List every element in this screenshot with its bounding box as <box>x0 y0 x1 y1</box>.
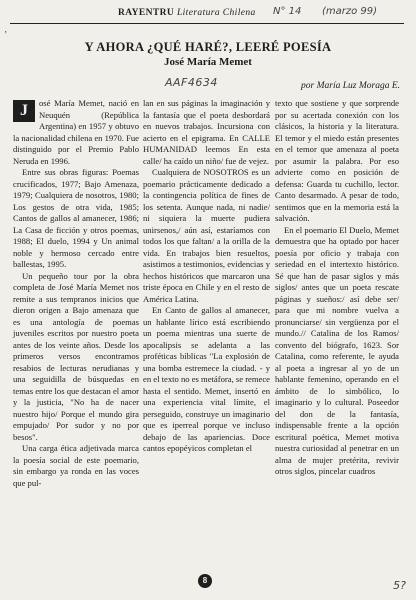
paragraph: Cualquiera de NOSOTROS es un poemario prácticamente dedicado a la contingencia política de fines de los setenta. Aunque nada, ni nadie/ ni siquiera la muerte pudiera unirsenos,/ aún así, estaríamos con todos los que faltan/ a la orilla de la vida. En trabajos bien resueltos, asistimos a testimonios, evidencias y hechos históricos que marcaron una triste época en Chile y en el resto de América Latina. <box>143 167 270 304</box>
paragraph: texto que sostiene y que sorprende por su acertada conexión con los clásicos, la historia y la literatura. El temor y el miedo están presentes en el temor que amenaza al poeta por asumir la palabra. Por eso advierte como en posición de defensa: Guarda tu cuchillo, lector. Canto desarmado. A pesar de todo, sentimos que en la memoria está la salvación. <box>275 98 399 223</box>
paragraph: osé María Memet, nació en Neuquén (República Argentina) en 1957 y obtuvo la nacionalidad chilena en 1970. Fue distinguido por el Premio Pablo Neruda en 1996. <box>13 98 139 166</box>
paragraph: Una carga ética adjetivada marca la poesía social de este poemario, sin embargo ya ronda en las voces que pul- <box>13 443 139 488</box>
article-title: Y AHORA ¿QUÉ HARÉ?, LEERÉ POESÍA <box>84 40 332 54</box>
paragraph: En el poemario El Duelo, Memet demuestra que ha optado por hacer poesía por oficio y trabaja con seriedad en el intertexto histórico. Sé que han de pasar siglos y más siglos/ antes que un poeta rescate páginas y sueños:/ así debe ser/ para que mi nombre vuelva a pronunciarse/ sin vergüenza por el mundo.// Catalina de los Ramos/ convento del biógrafo, 1623. Sor Catalina, como referente, le ayuda al poeta a ingresar al yo de un hablante femenino, operando en el ámbito de lo simbólico, lo imaginario y lo cultural. Poseedor del don de la fantasía, indispensable frente a la opción escritural poética, Memet motiva nuestra curiosidad al penetrar en un alma de mujer pretérita, revivir otros siglos, pincelar cuadros <box>275 224 399 476</box>
paragraph: En Canto de gallos al amanecer, un hablante lírico está escribiendo un poema mientras una suerte de apocalipsis se adelanta a las proféticas bíblicas "La explosión de una bomba estremece la ciudad. - y en el texto no es metáfora, se remece hasta el sentido. Memet, insertó en una experiencia vital límite, el perseguido, construye un imaginario que es iperreal porque ve incluso debajo de las apariencias. Doce cantos epopéyicos completan el <box>143 305 270 453</box>
handwritten-catalog-code: AAF4634 <box>165 76 218 89</box>
column-2 <box>143 98 270 455</box>
header-rule <box>10 23 404 24</box>
page-number: 8 <box>198 574 212 588</box>
stray-mark: ’ <box>4 30 8 41</box>
masthead-publication: Literatura Chilena <box>176 8 256 18</box>
handwritten-date-note: (marzo 99) <box>322 6 378 17</box>
column-3 <box>275 98 399 478</box>
paragraph: lan en sus páginas la imaginación y la fantasía que el poeta desbordará en nuevos trabajos. Incursiona con acierto en el epigrama. En CALLE HUMANIDAD leemos En esta calle/ ha caído un niño/ fue de vejez. <box>143 98 270 166</box>
article-author: José María Memet <box>164 56 252 68</box>
masthead-name: RAYENTRU <box>118 8 175 18</box>
paragraph: Un pequeño tour por la obra completa de José María Memet nos remite a sus tempranos inicios que dieron origen a Bajo amenaza que es una antología de poemas juveniles escritos por nuestro poeta antes de los veinte años. Desde los primeros versos encontramos resabios de lecturas nerudianas y una seguidilla de búsquedas en temas entre los que destacan el amor y la justicia, "No ha de nacer nuestro hijo/ Porque el mundo gira empujado/ Por sudor y no por besos". <box>13 270 139 442</box>
handwritten-issue-note: N° 14 <box>273 6 302 17</box>
drop-cap: J <box>13 100 35 122</box>
handwritten-corner-mark: 5? <box>393 579 406 592</box>
column-1 <box>13 98 139 489</box>
masthead <box>118 8 256 18</box>
article-byline: por María Luz Moraga E. <box>301 81 400 91</box>
paragraph: Entre sus obras figuras: Poemas crucificados, 1977; Bajo Amenaza, 1979; Cualquiera de nosotros, 1980; Los gestos de otra vida, 1985; Cantos de gallos al amanecer, 1986; La Casa de ficción y otros poemas, 1988; El duelo, 1994 y Un animal noble y hermoso cercado entre ballestas, 1995. <box>13 167 139 269</box>
